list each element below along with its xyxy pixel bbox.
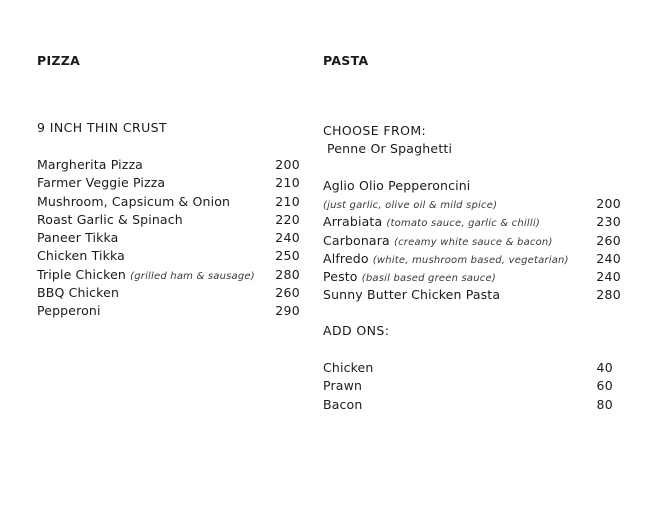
menu-item-name: Margherita Pizza <box>37 157 143 172</box>
menu-item-price: 230 <box>596 214 621 230</box>
menu-item-name: Pepperoni <box>37 303 101 319</box>
menu-item-description: (creamy white sauce & bacon) <box>393 236 553 248</box>
menu-item <box>37 174 300 192</box>
pizza-menu-list <box>37 156 300 321</box>
menu-item-price: 200 <box>275 157 300 172</box>
menu-item-name: Alfredo <box>323 250 369 266</box>
menu-item <box>323 213 621 231</box>
menu-item-name: Arrabiata <box>323 214 383 230</box>
menu-item-price: 240 <box>596 250 621 266</box>
menu-item-price: 210 <box>275 193 300 209</box>
addon-item <box>323 359 621 377</box>
menu-item-price: 240 <box>596 269 621 285</box>
menu-item-description: (basil based green sauce) <box>361 273 496 285</box>
menu-item <box>323 232 621 250</box>
menu-item-name: Aglio Olio Pepperoncini <box>323 178 471 193</box>
menu-item-description: (white, mushroom based, vegetarian) <box>372 254 569 266</box>
menu-item <box>37 156 300 174</box>
menu-item <box>37 229 300 247</box>
pasta-choice-text: Penne Or Spaghetti <box>327 141 453 156</box>
menu-item-name: Chicken Tikka <box>37 248 125 264</box>
menu-item-description: (just garlic, olive oil & mild spice) <box>323 200 498 211</box>
menu-item <box>37 247 300 265</box>
menu-item-price: 280 <box>596 287 621 303</box>
addon-item <box>323 377 621 395</box>
menu-item-description: (grilled ham & sausage) <box>130 270 255 282</box>
pizza-crust-subheading: 9 INCH THIN CRUST <box>37 120 168 135</box>
addons-label: ADD ONS: <box>323 323 390 338</box>
addon-item-name: Prawn <box>323 378 363 394</box>
menu-item-price: 250 <box>275 248 300 264</box>
addon-item-price: 80 <box>596 396 613 412</box>
menu-item-price: 220 <box>275 211 300 227</box>
pasta-choose-label: CHOOSE FROM: <box>323 123 427 138</box>
menu-item <box>323 250 621 268</box>
menu-item <box>323 195 621 213</box>
pasta-heading: PASTA <box>323 53 369 68</box>
menu-item-name: Paneer Tikka <box>37 230 119 246</box>
menu-item-price: 290 <box>275 303 300 319</box>
menu-item-name: Farmer Veggie Pizza <box>37 175 166 191</box>
menu-item-price: 280 <box>275 266 300 282</box>
menu-item-name: Roast Garlic & Spinach <box>37 211 183 227</box>
addons-list <box>323 359 621 414</box>
addon-item-name: Chicken <box>323 360 374 375</box>
menu-item <box>37 302 300 320</box>
menu-item <box>37 266 300 284</box>
menu-item-name: Triple Chicken <box>37 266 126 282</box>
addon-item-name: Bacon <box>323 396 363 412</box>
menu-item-name: Sunny Butter Chicken Pasta <box>323 287 501 303</box>
menu-item-price: 260 <box>275 285 300 301</box>
menu-item <box>37 193 300 211</box>
menu-item <box>323 286 621 304</box>
menu-item-price: 200 <box>596 196 621 211</box>
menu-item-price: 240 <box>275 230 300 246</box>
menu-item-name: Pesto <box>323 269 358 285</box>
menu-item-name: Carbonara <box>323 232 390 248</box>
menu-item <box>37 284 300 302</box>
menu-item-price: 210 <box>275 175 300 191</box>
menu-item <box>323 268 621 286</box>
menu-item-name: BBQ Chicken <box>37 285 120 301</box>
menu-item-description: (tomato sauce, garlic & chilli) <box>386 218 540 230</box>
addon-item <box>323 396 621 414</box>
menu-item <box>37 211 300 229</box>
pasta-menu-list <box>323 195 621 305</box>
menu-item-name: Mushroom, Capsicum & Onion <box>37 193 231 209</box>
addon-item-price: 60 <box>596 378 613 394</box>
pizza-heading: PIZZA <box>37 53 81 68</box>
menu-item-price: 260 <box>596 232 621 248</box>
addon-item-price: 40 <box>596 360 613 375</box>
